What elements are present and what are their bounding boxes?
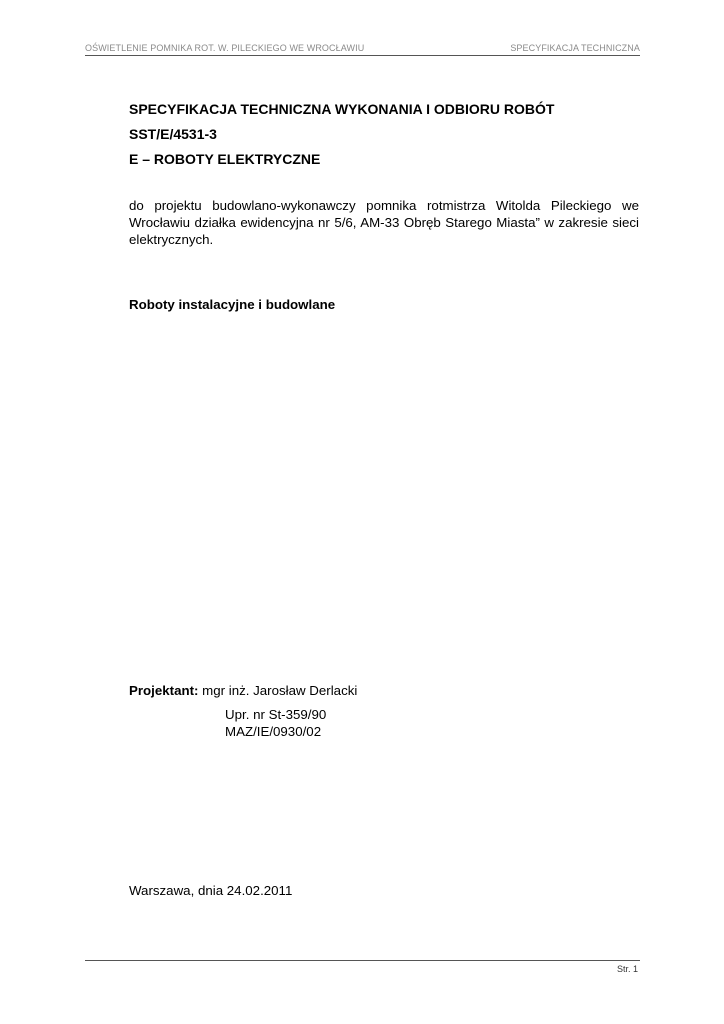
designer-membership: MAZ/IE/0930/02 [225, 724, 322, 739]
document-code: SST/E/4531-3 [129, 126, 217, 142]
place-date: Warszawa, dnia 24.02.2011 [129, 883, 293, 898]
designer-name: mgr inż. Jarosław Derlacki [202, 683, 358, 698]
intro-paragraph: do projektu budowlano-wykonawczy pomnika rotmistrza Witolda Pileckiego we Wrocławiu działka ewidencyjna nr 5/6, AM-33 Obręb Starego Miasta” w zakresie sieci elektrycznych. [129, 198, 639, 247]
document-subtitle: E – ROBOTY ELEKTRYCZNE [129, 151, 321, 167]
document-title: SPECYFIKACJA TECHNICZNA WYKONANIA I ODBIORU ROBÓT [129, 101, 555, 117]
page-header [85, 40, 640, 56]
designer-label: Projektant: [129, 683, 199, 698]
footer-divider [85, 960, 640, 961]
page-number: Str. 1 [616, 964, 638, 974]
designer-license: Upr. nr St-359/90 [225, 707, 327, 722]
section-heading: Roboty instalacyjne i budowlane [129, 297, 336, 312]
header-document-type: SPECYFIKACJA TECHNICZNA [510, 43, 640, 53]
header-project-title: OŚWIETLENIE POMNIKA ROT. W. PILECKIEGO WE WROCŁAWIU [85, 43, 365, 53]
designer-line [129, 683, 357, 698]
